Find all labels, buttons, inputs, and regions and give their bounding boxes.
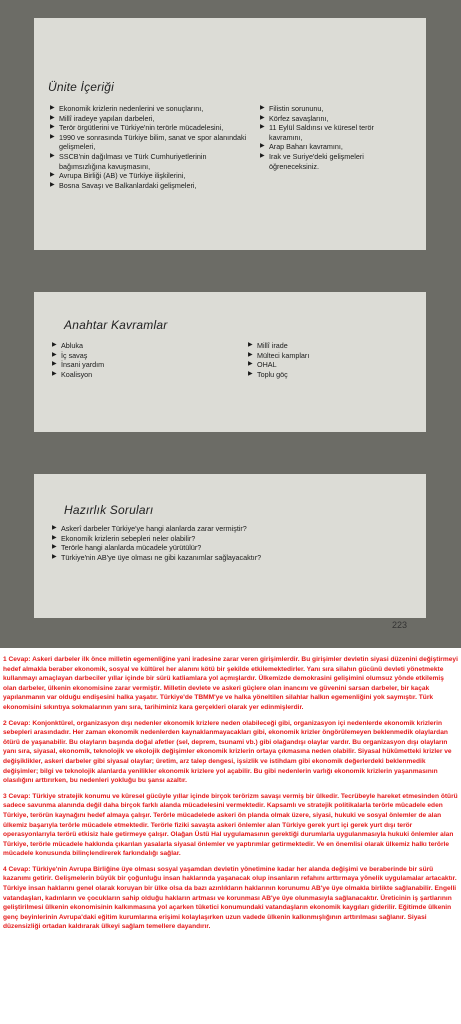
bullet-arrow-icon: ▶ xyxy=(50,172,55,179)
answer-1: 1 Cevap: Askeri darbeler ilk önce milletin egemenliğine yani iradesine zarar veren girişimlerdir. Bu girişimler devletin siyasi düzenini değiştirmeyi hedef almakla beraber ekonomik, sosyal ve kültürel her alanını kötü bir şekilde etkilemektedirler. Yanı sıra silahın gücünü devleti yönetmekte kullanmayı amaçlayan darbeciler yıllar içinde bir sürü katliamlara yol açmışlardır. Ülkemizde demokrasini gelişimini olumsuz yönde etkilemiş olan darbeler, ülkenin ekonomisine zarar vermiştir. Milletin devlete ve askeri güçlere olan inancını ve güvenini sarsan darbeler, bir kaçak yapılanmanın var olduğu endişesini halka yaşatır. Türkiye'de TBMM'ye ve halka yöneltilen silahlar halkın egemenliğini yok saymıştır. Türk ekonomisini sıkıntıya sokmalarının yanı sıra, tarihiminiz kara gerçekleri olarak yer edinmişlerdir. xyxy=(3,656,458,711)
list-item-text: Türkiye'nin AB'ye üye olması ne gibi kazanımlar sağlayacaktır? xyxy=(61,552,262,562)
bullet-arrow-icon: ▶ xyxy=(52,534,57,541)
list-item-text: 1990 ve sonrasında Türkiye bilim, sanat ve spor alanındaki gelişmeleri, xyxy=(59,132,247,152)
key-concepts-left-list xyxy=(52,341,202,379)
preparation-questions-list xyxy=(52,524,392,562)
list-item-text: Koalisyon xyxy=(61,369,93,379)
bullet-arrow-icon: ▶ xyxy=(248,342,253,348)
list-item-text: Bosna Savaşı ve Balkanlardaki gelişmeleri, xyxy=(59,180,197,190)
list-item xyxy=(52,360,202,370)
list-item xyxy=(260,104,388,114)
key-concepts-right-list xyxy=(248,341,398,379)
list-item-text: Terör örgütlerini ve Türkiye'nin terörle mücadelesini, xyxy=(59,123,224,133)
list-item xyxy=(260,114,388,124)
list-item-text: OHAL xyxy=(257,360,277,370)
list-item xyxy=(50,104,255,114)
unit-content-heading: Ünite İçeriği xyxy=(48,80,114,94)
list-item xyxy=(248,360,398,370)
answer-4: 4 Cevap: Türkiye'nin Avrupa Birliğine üye olması sosyal yaşamdan devletin yönetimine kadar her alanda değişimi ve beraberinde bir sürü kazanımı getirir. Gelişmelerin büyük bir çoğunluğu insan haklarında yaşanacak olup insanların refahını arttırmaya yönelik uygulamalar artacaktır. Türkiye insan haklarını genel olarak koruyan bir ülke olsa da bazı azınlıkların haklarının korunumu AB'ye üye olmakla birlikte sağlanabilir. Engelli vatandaşları, kadınların ve çocukların sahip olduğu hakların artması ve korunması AB'ye üye olunmasıyla sağlanacaktır. Üreticinin iş şartlarının geliştirilmesi ülkenin ekonomisinin kalkınmasına yol açarken tüketici konumundaki vatandaşların ekonomik kaygıları giderilir. Eğitimde ülkenin genç beyinlerinin Avrupa'daki eğitim kurumlarına erişimi kolaylaşırken uzun vadede ülkenin kalkınmışlığının arttırılması sağlanır. Siyasi düzensizliği ortadan kaldırarak ülkeyi sağlam temellere dayandırır. xyxy=(3,865,457,931)
bullet-arrow-icon: ▶ xyxy=(50,105,55,111)
bullet-arrow-icon: ▶ xyxy=(50,181,55,188)
list-item-text: SSCB'nin dağılması ve Türk Cumhuriyetlerinin bağımsızlığına kavuşmasını, xyxy=(59,151,207,171)
answers-block xyxy=(3,655,458,938)
list-item xyxy=(50,133,255,152)
list-item xyxy=(52,370,202,380)
unit-panel xyxy=(34,18,426,618)
bullet-arrow-icon: ▶ xyxy=(260,143,265,150)
list-item xyxy=(52,534,392,544)
list-item xyxy=(52,524,392,534)
list-item xyxy=(52,341,202,351)
list-item xyxy=(260,142,388,152)
bullet-arrow-icon: ▶ xyxy=(52,525,57,531)
bullet-arrow-icon: ▶ xyxy=(52,553,57,560)
bullet-arrow-icon: ▶ xyxy=(50,114,55,121)
bullet-arrow-icon: ▶ xyxy=(50,133,55,140)
list-item-text: Arap Baharı kavramını, xyxy=(269,142,343,152)
list-item-text: Körfez savaşlarını, xyxy=(269,113,329,123)
list-item-text: Toplu göç xyxy=(257,369,288,379)
bullet-arrow-icon: ▶ xyxy=(248,361,253,368)
answer-2: 2 Cevap: Konjonktürel, organizasyon dışı nedenler ekonomik krizlere neden olabileceği gibi, organizasyon içi nedenlerde ekonomik krizlerin sebepleri arasındadır. Her zaman ekonomik nedenlerden kaynaklanmayacakları gibi, ekonomik krizler öngörülemeyen beklenmedik olaylardan ötürü de yaşanabilir. Bu olayların başında doğal afetler (sel, deprem, tsunami vb.) gibi olağandışı olaylar vardır. Bu organizasyon dışı olayların yanı sıra, siyasal, ekonomik, teknolojik ve ekolojik değişimler ekonomik krizlerin ortaya çıkmasına neden olabilir. Siyasal hükümetteki krizler ve değişiklikler, askeri darbeler gibi siyasal olaylar; üretim, arz talep dengesi, işsizlik ve istihdam gibi ekonomik değerlerdeki beklenmedik değişimler; bilgi ve teknolojik alanlarda yenilikler ekonomik krizlere yol açabilir. Bu gibi nedenlerin varlığı ekonomik krizlerin yaşanmasının olasılığını arttırırken, bu nedenleri yokluğu bu şansı azaltır. xyxy=(3,719,452,785)
list-item xyxy=(52,351,202,361)
list-item xyxy=(260,152,388,171)
list-item-text: Terörle hangi alanlarda mücadele yürütülür? xyxy=(61,543,202,553)
list-item xyxy=(248,341,398,351)
bullet-arrow-icon: ▶ xyxy=(260,152,265,159)
list-item xyxy=(50,152,255,171)
unit-content-right-list xyxy=(260,104,388,171)
list-item-text: İç savaş xyxy=(61,350,88,360)
bullet-arrow-icon: ▶ xyxy=(52,370,57,377)
unit-content-left-list xyxy=(50,104,255,190)
bullet-arrow-icon: ▶ xyxy=(248,370,253,377)
list-item-text: Ekonomik krizlerin sebepleri neler olabilir? xyxy=(61,533,196,543)
list-item-text: Mülteci kampları xyxy=(257,350,310,360)
list-item-text: Askerî darbeler Türkiye'ye hangi alanlarda zarar vermiştir? xyxy=(61,524,247,533)
bullet-arrow-icon: ▶ xyxy=(52,351,57,358)
list-item-text: Avrupa Birliği (AB) ve Türkiye ilişkilerini, xyxy=(59,171,186,181)
bullet-arrow-icon: ▶ xyxy=(50,152,55,159)
list-item-text: Millî iradeye yapılan darbeleri, xyxy=(59,113,155,123)
bullet-arrow-icon: ▶ xyxy=(52,544,57,551)
list-item-text: Abluka xyxy=(61,341,83,350)
list-item xyxy=(52,553,392,563)
list-item-text: Ekonomik krizlerin nedenlerini ve sonuçlarını, xyxy=(59,104,204,113)
list-item-text: İnsani yardım xyxy=(61,360,105,370)
list-item-text: Millî irade xyxy=(257,341,288,350)
list-item-text: Irak ve Suriye'deki gelişmeleri öğreneceksiniz. xyxy=(269,151,364,171)
list-item-text: 11 Eylül Saldırısı ve küresel terör kavramını, xyxy=(269,123,374,142)
bullet-arrow-icon: ▶ xyxy=(260,105,265,111)
bullet-arrow-icon: ▶ xyxy=(248,351,253,358)
list-item xyxy=(50,114,255,124)
section-divider xyxy=(34,250,426,292)
bullet-arrow-icon: ▶ xyxy=(50,124,55,131)
bullet-arrow-icon: ▶ xyxy=(52,361,57,368)
bullet-arrow-icon: ▶ xyxy=(52,342,57,348)
answer-3: 3 Cevap: Türkiye stratejik konumu ve küresel gücüyle yıllar içinde birçok terörizm savaşı vermiş bir ülkedir. Tecrübeyle hareket etmesinden ötürü sadece savunma alanında değil daha birçok farklı alanda mücadelesini vermektedir. Kapsamlı ve stratejik politikalarla terörle mücadele eden Türkiye, terörün kaynağını hedef almaya çalışır. Terörle mücadelede askeri ön planda olmak üzere, siyasi, hukuki ve sosyal önlemler de alan ülkemiz başarıyla terörle mücadele etmektedir. Terörle fiziki savaşta askeri önlemler alan Türkiye gerek yurt içi gerek yurt dışı terör operasyonlarıyla terörü etkisiz hale getirmeye çalışır. Olağan Üstü Hal uygulamasının gerektiği durumlarla uygulanmasıyla hukuki önlemler alan Türkiye, terörle mücadele hakkında çıkarılan yasalarla siyasal önlemler ve yaptırımlar getirmektedir. Ve en önemlisi olarak ülkemiz halkı terörle mücadele konusunda bilinçlendirerek farkındalığı sağlar. xyxy=(3,792,458,858)
list-item xyxy=(248,370,398,380)
list-item xyxy=(50,123,255,133)
section-divider xyxy=(34,432,426,474)
key-concepts-heading: Anahtar Kavramlar xyxy=(64,318,168,332)
list-item xyxy=(260,123,388,142)
bullet-arrow-icon: ▶ xyxy=(260,114,265,121)
page-number: 223 xyxy=(392,620,408,630)
bullet-arrow-icon: ▶ xyxy=(260,124,265,131)
list-item-text: Filistin sorununu, xyxy=(269,104,324,113)
list-item xyxy=(248,351,398,361)
preparation-questions-heading: Hazırlık Soruları xyxy=(64,503,154,517)
list-item xyxy=(50,171,255,181)
list-item xyxy=(52,543,392,553)
list-item xyxy=(50,181,255,191)
